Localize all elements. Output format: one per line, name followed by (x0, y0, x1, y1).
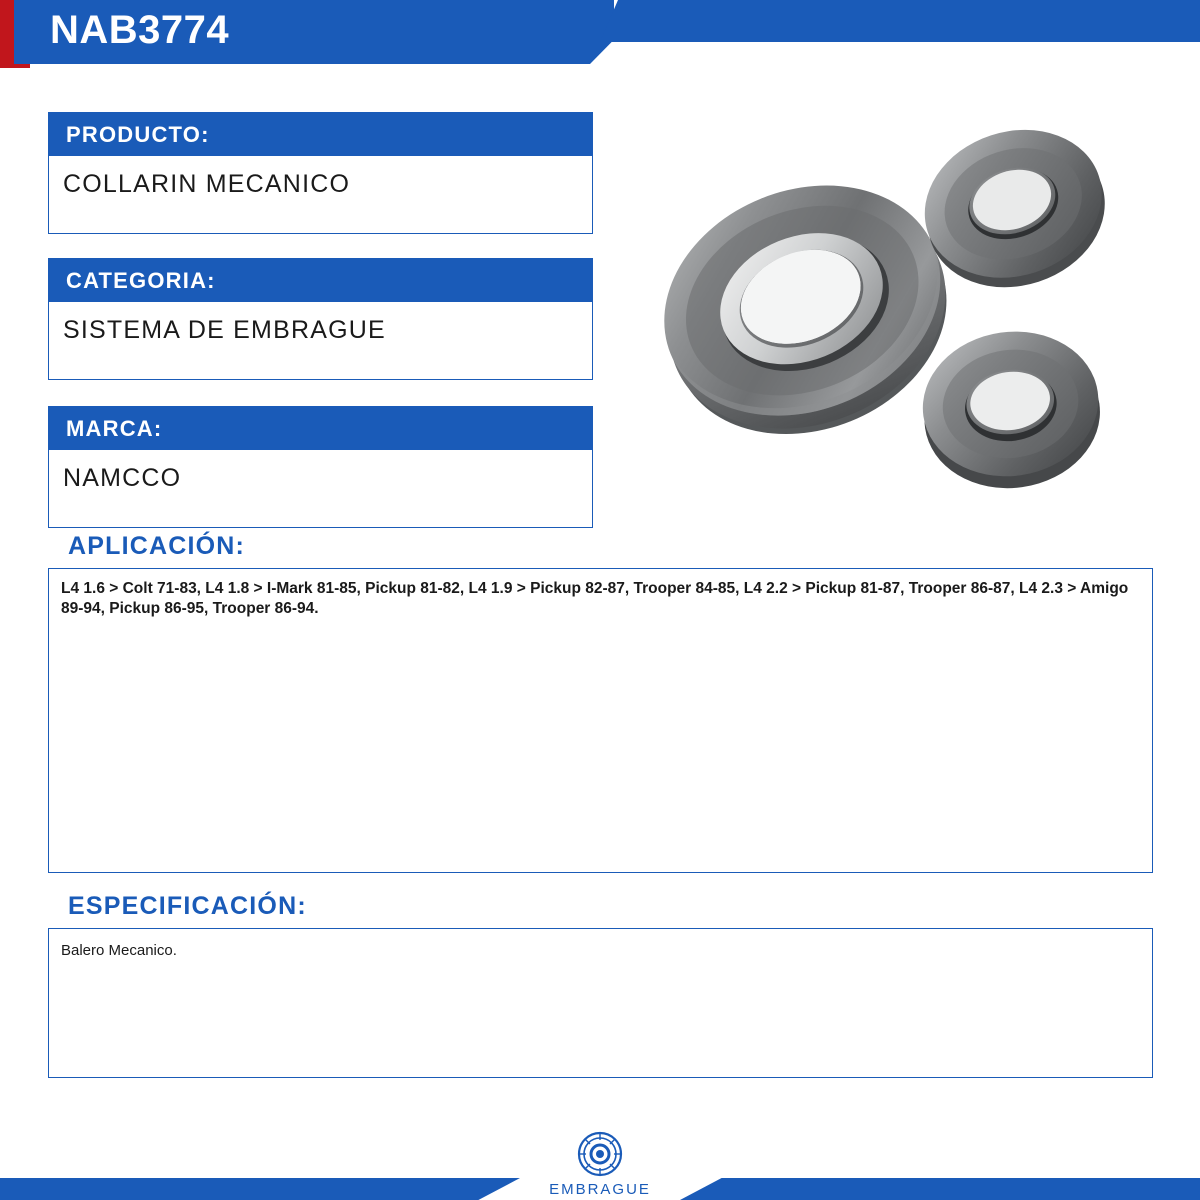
field-producto-value: COLLARIN MECANICO (48, 156, 593, 234)
aplicacion-heading: APLICACIÓN: (68, 532, 246, 560)
field-marca-value: NAMCCO (48, 450, 593, 528)
field-categoria-label: CATEGORIA: (48, 258, 593, 302)
footer-logo (490, 1130, 710, 1198)
especificacion-text: Balero Mecanico. (61, 942, 177, 959)
bearing-icon (576, 1130, 624, 1178)
especificacion-box (48, 928, 1153, 1078)
field-producto-label: PRODUCTO: (48, 112, 593, 156)
page-header (0, 0, 1200, 68)
field-categoria (48, 258, 593, 380)
field-categoria-value: SISTEMA DE EMBRAGUE (48, 302, 593, 380)
page-footer (0, 1160, 1200, 1200)
product-photo (640, 80, 1160, 510)
field-marca-label: MARCA: (48, 406, 593, 450)
field-marca (48, 406, 593, 528)
aplicacion-text: L4 1.6 > Colt 71-83, L4 1.8 > I-Mark 81-85, Pickup 81-82, L4 1.9 > Pickup 82-87, Trooper 84-85, L4 2.2 > Pickup 81-87, Trooper 86-87, L4 2.3 > Amigo 89-94, Pickup 86-95, Trooper 86-94. (61, 580, 1129, 617)
footer-bar-right (680, 1178, 1200, 1200)
header-blue-banner-right (600, 0, 1200, 42)
especificacion-heading: ESPECIFICACIÓN: (68, 892, 307, 920)
footer-brand-text: EMBRAGUE (549, 1181, 651, 1198)
aplicacion-box (48, 568, 1153, 873)
part-number-title: NAB3774 (50, 8, 230, 52)
field-producto (48, 112, 593, 234)
footer-bar-left (0, 1178, 520, 1200)
